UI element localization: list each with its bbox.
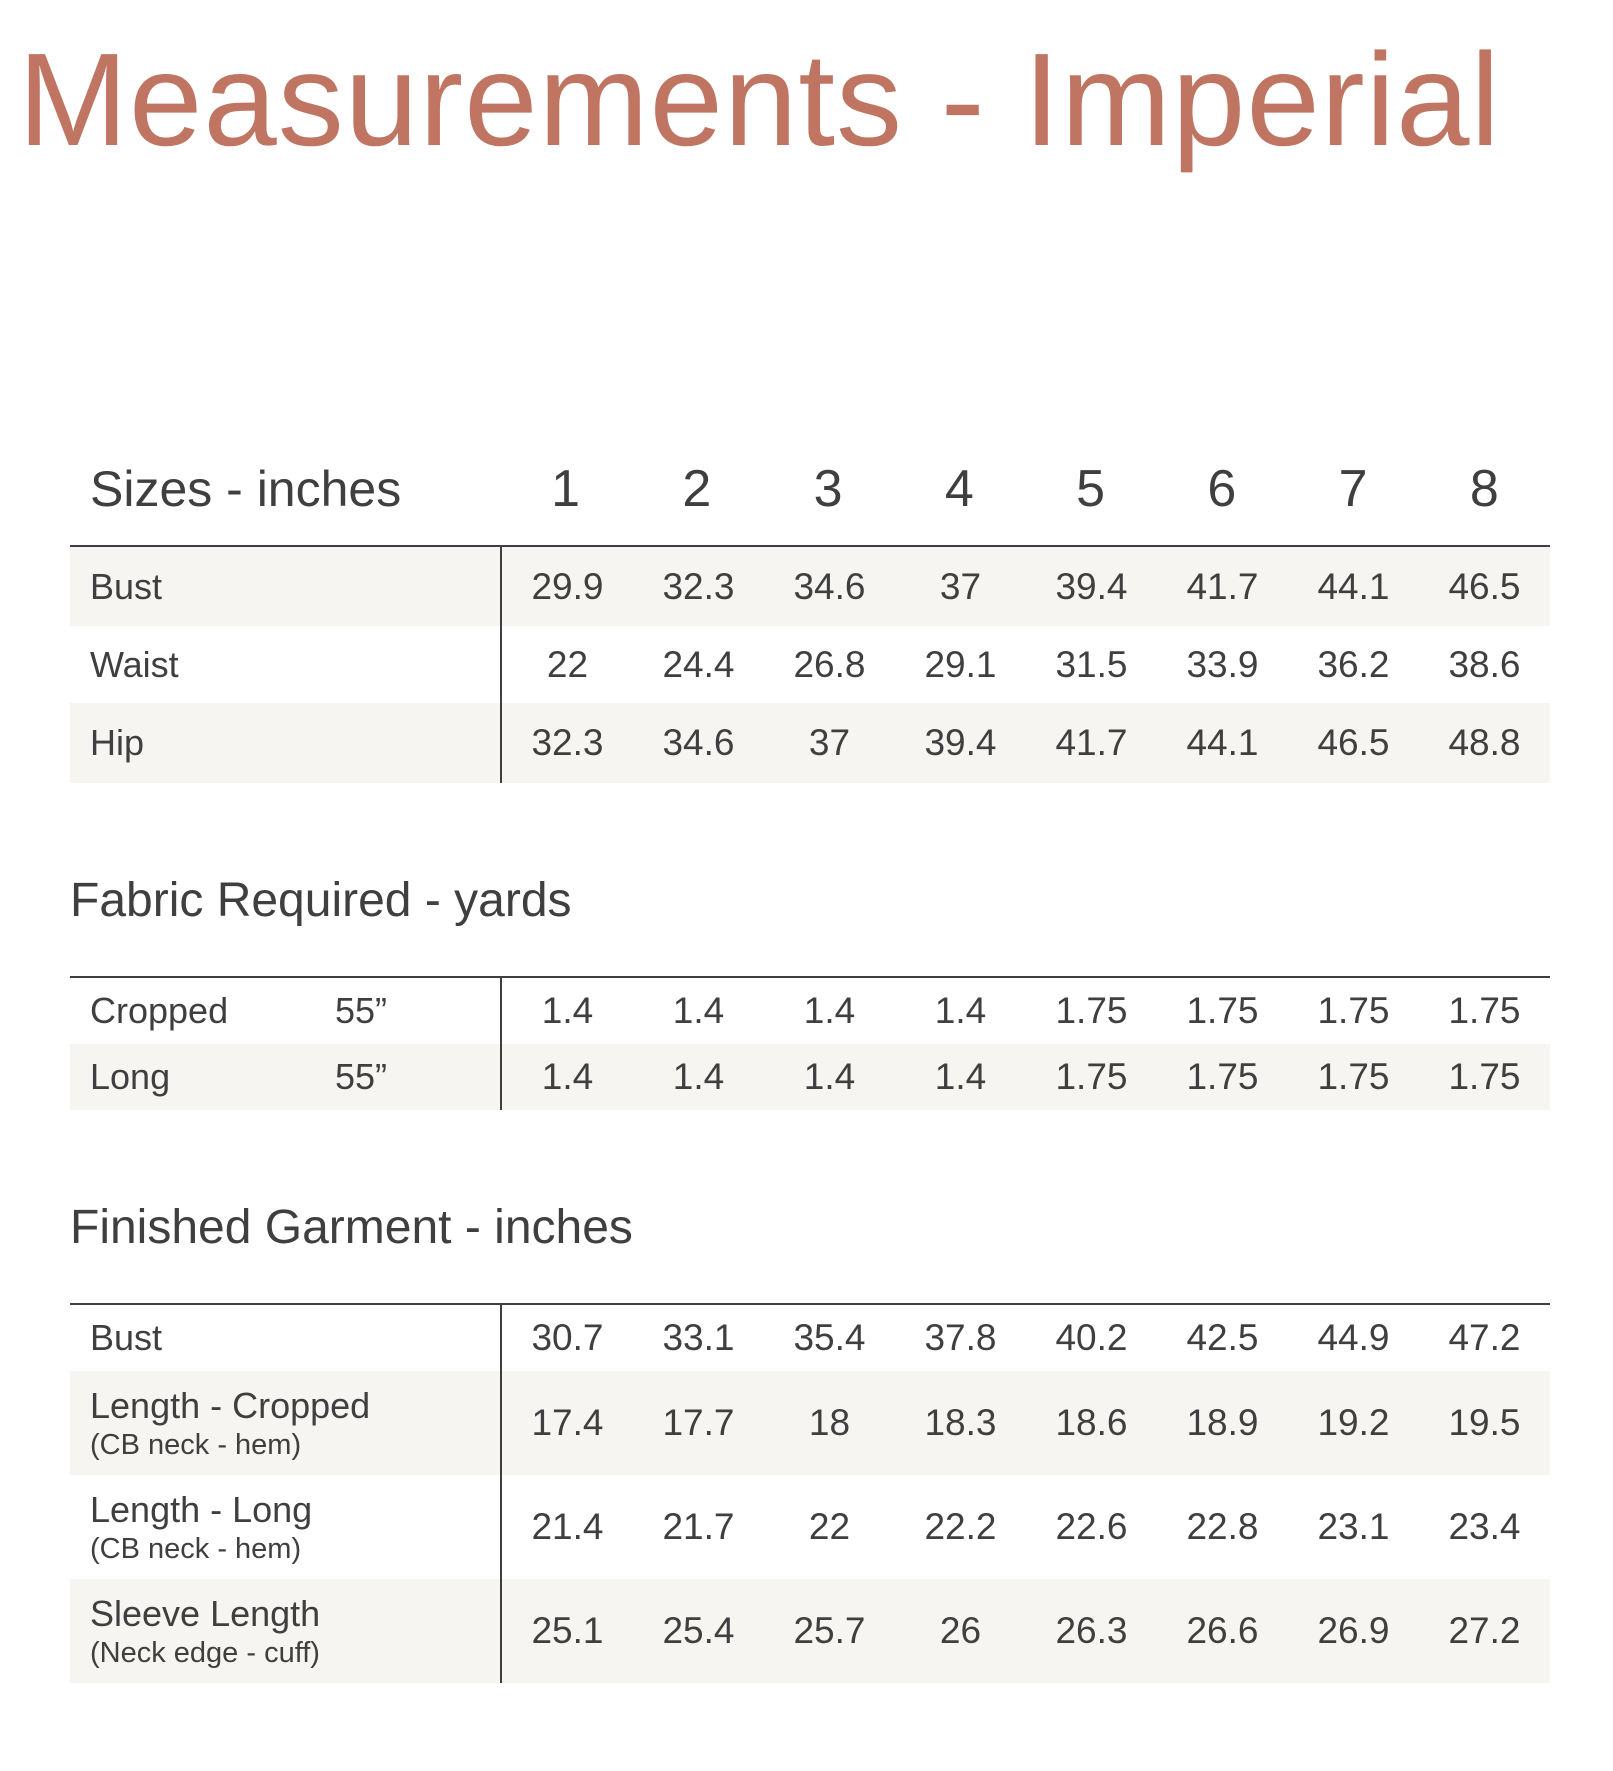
row-label: Long: [90, 1056, 171, 1097]
table-cell: 21.4: [531, 1506, 604, 1547]
table-cell: 33.9: [1186, 643, 1259, 685]
row-sublabel: (CB neck - hem): [90, 1532, 302, 1565]
table-row: [70, 1371, 1550, 1475]
row-sublabel: (Neck edge - cuff): [90, 1636, 320, 1669]
size-header-6: 6: [1207, 460, 1237, 518]
table-cell: 36.2: [1317, 643, 1390, 685]
table-cell: 29.1: [924, 643, 997, 685]
table-cell: 1.75: [1317, 990, 1390, 1031]
table-cell: 17.4: [531, 1402, 604, 1443]
garment-section-title: Finished Garment - inches: [70, 1201, 633, 1254]
table-cell: 19.5: [1448, 1402, 1521, 1443]
row-label: Bust: [90, 565, 163, 607]
table-cell: 23.1: [1317, 1506, 1390, 1547]
table-cell: 42.5: [1186, 1317, 1259, 1358]
table-cell: 37.8: [924, 1317, 997, 1358]
table-cell: 1.4: [541, 1056, 594, 1097]
table-cell: 48.8: [1448, 722, 1521, 763]
table-cell: 47.2: [1448, 1317, 1521, 1358]
garment-table: [70, 1303, 1550, 1683]
table-cell: 1.4: [803, 1056, 856, 1097]
table-cell: 1.75: [1186, 990, 1259, 1031]
table-cell: 37: [939, 565, 982, 607]
table-cell: 41.7: [1186, 565, 1259, 607]
table-cell: 21.7: [662, 1506, 735, 1547]
size-header-2: 2: [682, 460, 712, 518]
row-label: Waist: [90, 643, 179, 685]
sizes-table: [70, 433, 1550, 783]
table-cell: 26.9: [1317, 1610, 1390, 1651]
table-cell: 22: [808, 1506, 851, 1547]
table-cell: 1.75: [1186, 1056, 1259, 1097]
row-label: Bust: [90, 1317, 163, 1358]
table-cell: 25.1: [531, 1610, 604, 1651]
sizes-header-label: Sizes - inches: [90, 461, 402, 517]
table-cell: 17.7: [662, 1402, 735, 1443]
table-cell: 27.2: [1448, 1610, 1521, 1651]
table-cell: 24.4: [662, 643, 735, 685]
table-cell: 26.6: [1186, 1610, 1259, 1651]
table-cell: 1.4: [672, 990, 725, 1031]
table-cell: 18: [808, 1402, 851, 1443]
table-cell: 23.4: [1448, 1506, 1521, 1547]
table-cell: 18.6: [1055, 1402, 1128, 1443]
page-title: Measurements - Imperial: [18, 26, 1501, 173]
fabric-width: 55”: [335, 990, 388, 1031]
table-cell: 39.4: [924, 722, 997, 763]
table-cell: 39.4: [1055, 565, 1128, 607]
table-cell: 26.3: [1055, 1610, 1128, 1651]
size-header-5: 5: [1076, 460, 1106, 518]
table-cell: 1.75: [1448, 1056, 1521, 1097]
table-cell: 46.5: [1448, 565, 1521, 607]
table-cell: 19.2: [1317, 1402, 1390, 1443]
table-cell: 32.3: [531, 722, 604, 763]
row-label: Cropped: [90, 990, 229, 1031]
table-cell: 22.6: [1055, 1506, 1128, 1547]
table-cell: 1.75: [1317, 1056, 1390, 1097]
table-cell: 1.4: [672, 1056, 725, 1097]
table-cell: 44.1: [1317, 565, 1390, 607]
table-cell: 33.1: [662, 1317, 735, 1358]
table-cell: 37: [808, 722, 851, 763]
table-cell: 1.4: [934, 1056, 987, 1097]
fabric-section-title: Fabric Required - yards: [70, 874, 572, 927]
table-cell: 26: [939, 1610, 982, 1651]
table-cell: 1.4: [803, 990, 856, 1031]
table-cell: 1.75: [1055, 990, 1128, 1031]
table-cell: 22.2: [924, 1506, 997, 1547]
table-cell: 1.4: [541, 990, 594, 1031]
table-cell: 40.2: [1055, 1317, 1128, 1358]
table-cell: 38.6: [1448, 643, 1521, 685]
row-label: Sleeve Length: [90, 1592, 321, 1634]
table-row: [70, 703, 1550, 783]
table-cell: 41.7: [1055, 722, 1128, 763]
table-cell: 32.3: [662, 565, 735, 607]
row-sublabel: (CB neck - hem): [90, 1428, 302, 1461]
table-cell: 22: [546, 643, 589, 685]
table-cell: 46.5: [1317, 722, 1390, 763]
table-row: [70, 978, 1550, 1044]
table-cell: 44.1: [1186, 722, 1259, 763]
table-cell: 25.4: [662, 1610, 735, 1651]
table-cell: 35.4: [793, 1317, 866, 1358]
table-cell: 30.7: [531, 1317, 604, 1358]
table-cell: 18.3: [924, 1402, 997, 1443]
table-row: [70, 547, 1550, 626]
size-header-7: 7: [1338, 460, 1368, 518]
table-cell: 34.6: [662, 722, 735, 763]
table-cell: 34.6: [793, 565, 866, 607]
size-header-3: 3: [813, 460, 843, 518]
table-cell: 29.9: [531, 565, 604, 607]
row-label: Hip: [90, 722, 145, 763]
size-header-1: 1: [551, 460, 581, 518]
table-cell: 1.75: [1448, 990, 1521, 1031]
fabric-table: [70, 976, 1550, 1110]
size-header-4: 4: [944, 460, 974, 518]
table-row: [70, 1044, 1550, 1110]
row-label: Length - Cropped: [90, 1384, 371, 1426]
table-cell: 25.7: [793, 1610, 866, 1651]
table-cell: 1.4: [934, 990, 987, 1031]
fabric-width: 55”: [335, 1056, 388, 1097]
sizes-header-row: [70, 433, 1550, 547]
size-header-8: 8: [1469, 460, 1499, 518]
table-cell: 26.8: [793, 643, 866, 685]
table-row: [70, 1579, 1550, 1683]
table-cell: 44.9: [1317, 1317, 1390, 1358]
table-row: [70, 626, 1550, 703]
table-cell: 22.8: [1186, 1506, 1259, 1547]
table-cell: 18.9: [1186, 1402, 1259, 1443]
table-cell: 31.5: [1055, 643, 1128, 685]
table-row: [70, 1305, 1550, 1371]
table-cell: 1.75: [1055, 1056, 1128, 1097]
row-label: Length - Long: [90, 1488, 313, 1530]
table-row: [70, 1475, 1550, 1579]
